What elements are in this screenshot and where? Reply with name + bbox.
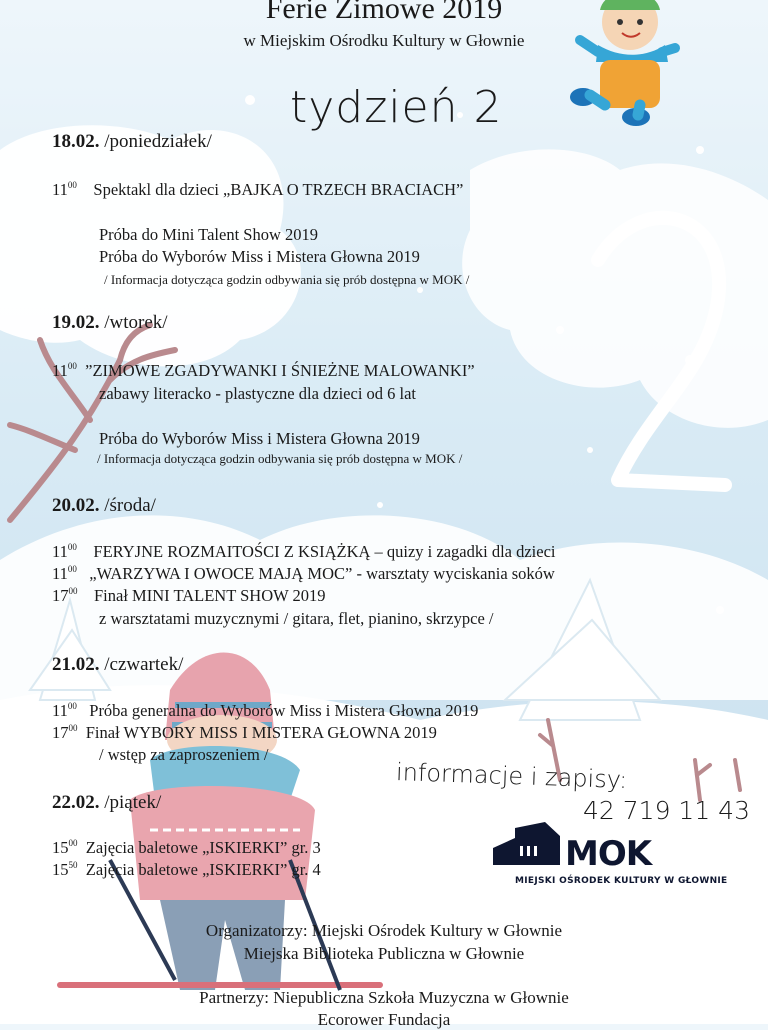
partners-line: Ecorower Fundacja xyxy=(317,1010,451,1029)
partners-line: Partnerzy: Niepubliczna Szkoła Muzyczna w Głownie xyxy=(199,988,569,1007)
event-row: $11^{00}$ ”ZIMOWE ZGADYWANKI I ŚNIEŻNE MALOWANKI” xyxy=(52,361,475,380)
event-row: $11^{00}$ Spektakl dla dzieci „BAJKA O TRZECH BRACIACH” xyxy=(52,180,464,199)
event-line: Próba do Wyborów Miss i Mistera Głowna 2019 xyxy=(99,247,420,266)
day-heading-3: 20.02. /środa/ xyxy=(52,495,156,516)
day-heading-2: 19.02. /wtorek/ xyxy=(52,312,168,333)
event-row: $17^{00}$ Finał WYBORY MISS I MISTERA GŁOWNA 2019 xyxy=(52,723,437,742)
info-note: / Informacja dotycząca godzin odbywania się prób dostępna w MOK / xyxy=(97,451,463,466)
event-line: zabawy literacko - plastyczne dla dzieci od 6 lat xyxy=(99,384,417,403)
event-line: Próba do Wyborów Miss i Mistera Głowna 2019 xyxy=(99,429,420,448)
day-heading-1: 18.02. /poniedziałek/ xyxy=(52,131,212,152)
event-row: $15^{00}$ Zajęcia baletowe „ISKIERKI” gr. 3 xyxy=(52,838,321,857)
event-row: $17^{00}$ Finał MINI TALENT SHOW 2019 xyxy=(52,586,326,605)
contact-phone: 42 719 11 43 xyxy=(583,796,750,825)
mok-logo-text: MOK xyxy=(565,834,652,874)
week-heading: tydzień 2 xyxy=(290,82,503,133)
event-line: z warsztatami muzycznymi / gitara, flet, pianino, skrzypce / xyxy=(99,609,494,628)
event-line: Próba do Mini Talent Show 2019 xyxy=(99,225,318,244)
organizers-line: Miejska Biblioteka Publiczna w Głownie xyxy=(243,944,525,963)
page-subtitle: w Miejskim Ośrodku Kultury w Głownie xyxy=(243,31,525,50)
organizers-line: Organizatorzy: Miejski Ośrodek Kultury w Głownie xyxy=(205,921,563,940)
day-heading-4: 21.02. /czwartek/ xyxy=(52,654,184,675)
event-line: / wstęp za zaproszeniem / xyxy=(99,745,269,764)
contact-label: informacje i zapisy: xyxy=(395,757,628,795)
event-row: $11^{00}$ „WARZYWA I OWOCE MAJĄ MOC” - warsztaty wyciskania soków xyxy=(52,564,555,583)
day-heading-5: 22.02. /piątek/ xyxy=(52,792,162,813)
event-row: $11^{00}$ FERYJNE ROZMAITOŚCI Z KSIĄŻKĄ – quizy i zagadki dla dzieci xyxy=(52,542,556,561)
event-row: $11^{00}$ Próba generalna do Wyborów Miss i Mistera Głowna 2019 xyxy=(52,701,479,720)
event-row: $15^{50}$ Zajęcia baletowe „ISKIERKI” gr. 4 xyxy=(52,860,321,879)
mok-logo-subtitle: MIEJSKI OŚRODEK KULTURY W GŁOWNIE xyxy=(515,876,728,886)
info-note: / Informacja dotycząca godzin odbywania się prób dostępna w MOK / xyxy=(104,272,470,287)
bare-tree-left xyxy=(10,325,175,520)
page-title: Ferie Zimowe 2019 xyxy=(265,0,503,25)
